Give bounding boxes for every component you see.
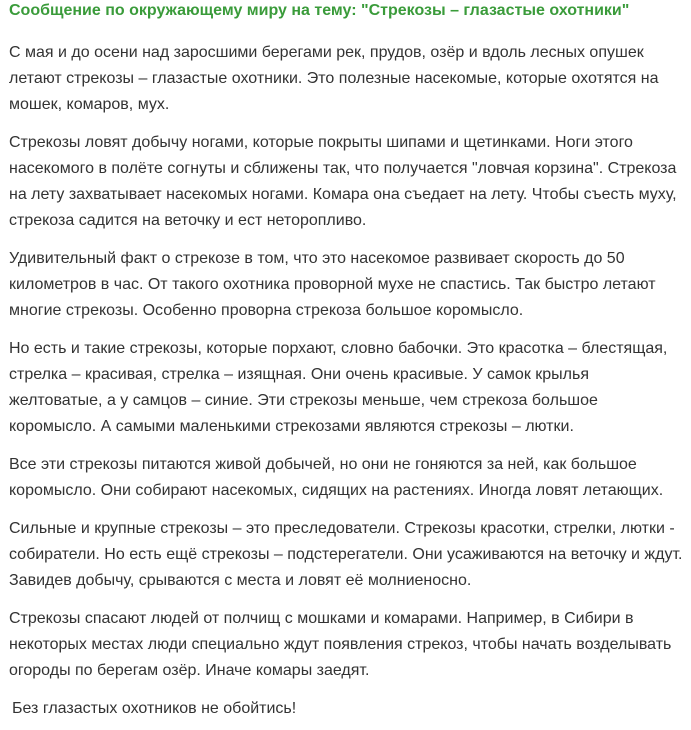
closing-line: Без глазастых охотников не обойтись! xyxy=(12,700,297,717)
paragraph-4: Но есть и такие стрекозы, которые порхают, словно бабочки. Это красотка – блестящая, стрелка – красивая, стрелка – изящная. Они очень красивые. У самок крылья желтоватые, а у самцов – синие. Эти стрекозы меньше, чем стрекоза большое коромысло. А самыми маленькими стрекозами являются стрекозы – лютки. xyxy=(9,340,668,435)
article xyxy=(0,1,691,722)
paragraph-7: Стрекозы спасают людей от полчищ с мошками и комарами. Например, в Сибири в некоторых местах люди специально ждут появления стрекоз, чтобы начать возделывать огороды по берегам озёр. Иначе комары заедят. xyxy=(9,610,672,679)
paragraph-6: Сильные и крупные стрекозы – это преследователи. Стрекозы красотки, стрелки, лютки - собиратели. Но есть ещё стрекозы – подстерегатели. Они усаживаются на веточку и ждут. Завидев добычу, срываются с места и ловят её молниеносно. xyxy=(9,520,683,589)
paragraph-5: Все эти стрекозы питаются живой добычей, но они не гоняются за ней, как большое коромысло. Они собирают насекомых, сидящих на растениях. Иногда ловят летающих. xyxy=(9,456,664,499)
paragraph-2: Стрекозы ловят добычу ногами, которые покрыты шипами и щетинками. Ноги этого насекомого в полёте согнуты и сближены так, что получается "ловчая корзина". Стрекоза на лету захватывает насекомых ногами. Комара она съедает на лету. Чтобы съесть муху, стрекоза садится на веточку и ест неторопливо. xyxy=(9,134,677,229)
article-title: Сообщение по окружающему миру на тему: "Стрекозы – глазастые охотники" xyxy=(9,2,630,19)
paragraph-1: С мая и до осени над заросшими берегами рек, прудов, озёр и вдоль лесных опушек летают стрекозы – глазастые охотники. Это полезные насекомые, которые охотятся на мошек, комаров, мух. xyxy=(9,44,659,113)
paragraph-3: Удивительный факт о стрекозе в том, что это насекомое развивает скорость до 50 километров в час. От такого охотника проворной мухе не спастись. Так быстро летают многие стрекозы. Особенно проворна стрекоза большое коромысло. xyxy=(9,250,656,319)
